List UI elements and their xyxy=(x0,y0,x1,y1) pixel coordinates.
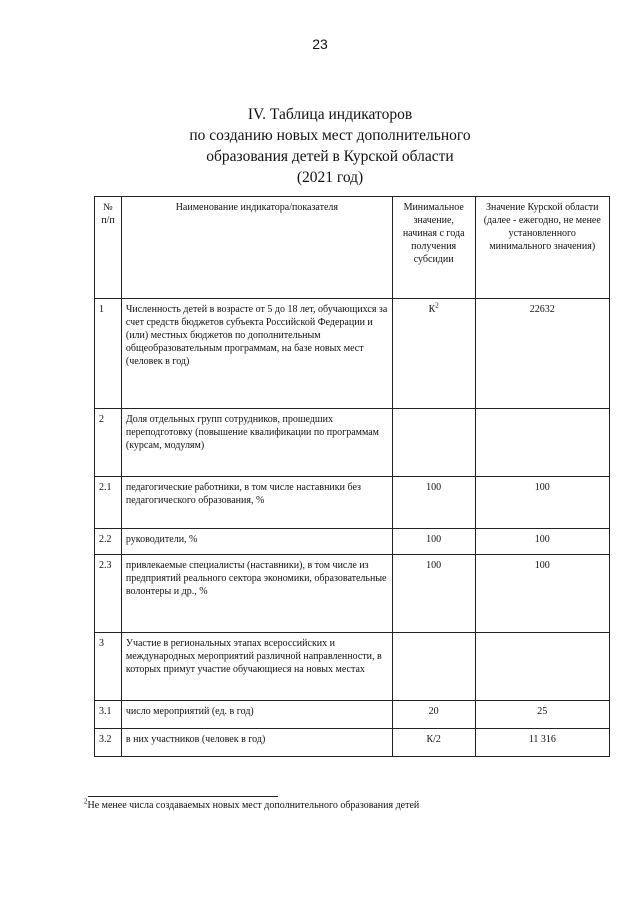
row-value xyxy=(475,409,609,477)
table-header-row xyxy=(95,197,610,299)
row-min: 20 xyxy=(392,701,475,729)
footnote-marker: 2 xyxy=(84,797,88,806)
title-line-3: образования детей в Курской области xyxy=(206,148,454,165)
row-num: 2.1 xyxy=(95,477,122,529)
row-num: 3.2 xyxy=(95,729,122,757)
table-row xyxy=(95,729,610,757)
header-num: № п/п xyxy=(95,197,122,299)
table-row xyxy=(95,299,610,409)
row-num: 1 xyxy=(95,299,122,409)
row-min: 100 xyxy=(392,477,475,529)
document-title xyxy=(160,104,500,188)
row-name: в них участников (человек в год) xyxy=(121,729,392,757)
row-value: 100 xyxy=(475,477,609,529)
row-value xyxy=(475,633,609,701)
row-name: руководители, % xyxy=(121,529,392,555)
row-value: 100 xyxy=(475,529,609,555)
title-line-4: (2021 год) xyxy=(296,169,364,186)
row-name: привлекаемые специалисты (наставники), в том числе из предприятий реального сектора экономики, образовательные волонтеры и др., % xyxy=(121,555,392,633)
footnote xyxy=(84,797,420,811)
indicators-table xyxy=(94,196,610,757)
row-name: Участие в региональных этапах всероссийских и международных мероприятий различной направленности, в которых примут участие обучающиеся на новых местах xyxy=(121,633,392,701)
header-value: Значение Курской области (далее - ежегодно, не менее установленного минимального значения) xyxy=(475,197,609,299)
table-row xyxy=(95,409,610,477)
row-name: педагогические работники, в том числе наставники без педагогического образования, % xyxy=(121,477,392,529)
row-value: 22632 xyxy=(475,299,609,409)
row-num: 3.1 xyxy=(95,701,122,729)
table-row xyxy=(95,477,610,529)
row-name: число мероприятий (ед. в год) xyxy=(121,701,392,729)
row-num: 2 xyxy=(95,409,122,477)
table-row xyxy=(95,701,610,729)
row-min xyxy=(392,633,475,701)
footnote-divider xyxy=(88,796,278,797)
table-row xyxy=(95,555,610,633)
row-min-value: К xyxy=(428,304,436,315)
table-row xyxy=(95,633,610,701)
row-min: К/2 xyxy=(392,729,475,757)
row-num: 3 xyxy=(95,633,122,701)
row-num: 2.2 xyxy=(95,529,122,555)
row-min xyxy=(392,409,475,477)
footnote-text: Не менее числа создаваемых новых мест дополнительного образования детей xyxy=(87,800,420,811)
footnote-ref: 2 xyxy=(435,301,439,310)
header-min: Минимальное значение, начиная с года получения субсидии xyxy=(392,197,475,299)
row-num: 2.3 xyxy=(95,555,122,633)
row-min xyxy=(392,299,475,409)
row-value: 11 316 xyxy=(475,729,609,757)
row-value: 100 xyxy=(475,555,609,633)
title-line-2: по созданию новых мест дополнительного xyxy=(189,127,471,144)
row-name: Численность детей в возрасте от 5 до 18 лет, обучающихся за счет средств бюджетов субъекта Российской Федерации и (или) местных бюджетов по дополнительным общеобразовательным программам, на базе новых мест (человек в год) xyxy=(121,299,392,409)
row-name: Доля отдельных групп сотрудников, прошедших переподготовку (повышение квалификации по программам (курсам, модулям) xyxy=(121,409,392,477)
row-value: 25 xyxy=(475,701,609,729)
page-number: 23 xyxy=(312,36,328,52)
header-name: Наименование индикатора/показателя xyxy=(121,197,392,299)
row-min: 100 xyxy=(392,555,475,633)
title-line-1: IV. Таблица индикаторов xyxy=(247,106,413,123)
table-row xyxy=(95,529,610,555)
row-min: 100 xyxy=(392,529,475,555)
